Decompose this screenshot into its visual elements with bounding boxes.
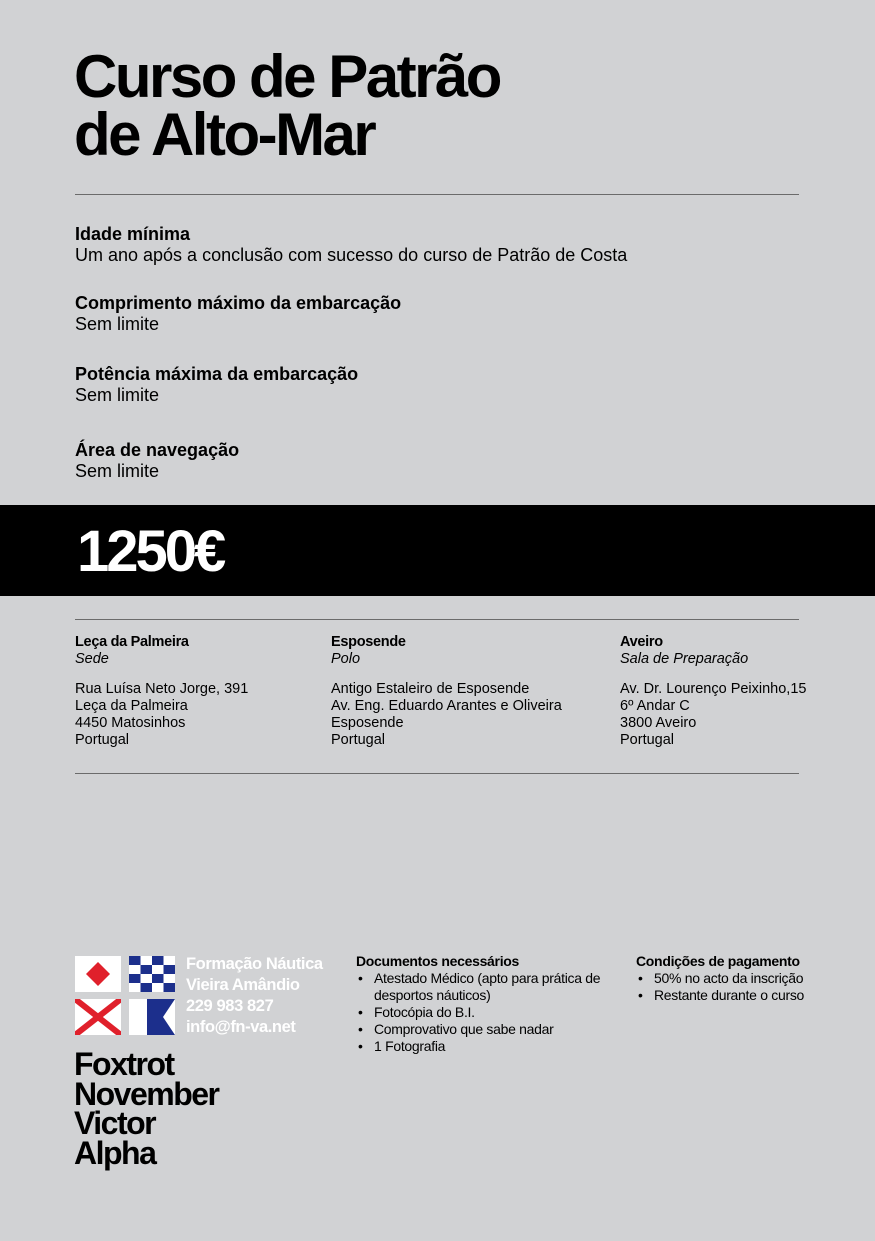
location-name: Aveiro (620, 634, 663, 650)
list-item: • Atestado Médico (apto para prática de desportos náuticos) (356, 970, 606, 1004)
location-esposende (331, 634, 562, 749)
email-link[interactable]: info@fn-va.net (186, 1018, 296, 1036)
slogan-line: Alpha (74, 1134, 156, 1171)
school-name-line2: Vieira Amândio (186, 976, 300, 994)
slogan-line: November (74, 1075, 219, 1112)
divider (75, 194, 799, 195)
spec-navigation-area (75, 440, 239, 482)
location-type: Sala de Preparação (620, 651, 749, 667)
spec-label: Comprimento máximo da embarcação (75, 293, 402, 313)
location-leca-da-palmeira (75, 634, 248, 749)
address-line: 3800 Aveiro (620, 715, 697, 731)
divider (75, 619, 799, 620)
location-aveiro (620, 634, 806, 749)
spec-minimum-age (75, 224, 627, 266)
location-name: Esposende (331, 634, 406, 650)
spec-value: Sem limite (75, 385, 160, 405)
contact-block (186, 954, 323, 1038)
list-item: • Restante durante o curso (636, 987, 836, 1004)
spec-value: Sem limite (75, 461, 160, 481)
course-title (74, 43, 500, 168)
location-type: Sede (75, 651, 109, 667)
list-item: • Fotocópia do B.I. (356, 1004, 606, 1021)
school-name-line1: Formação Náutica (186, 955, 323, 973)
required-documents (356, 953, 606, 1055)
slogan-line: Foxtrot (74, 1046, 174, 1082)
address-line: 6º Andar C (620, 698, 690, 714)
address-line: 4450 Matosinhos (75, 715, 186, 731)
spec-label: Idade mínima (75, 224, 191, 244)
required-documents-list (356, 970, 606, 1055)
address-line: Rua Luísa Neto Jorge, 391 (75, 681, 249, 697)
list-item: • 50% no acto da inscrição (636, 970, 836, 987)
divider (75, 773, 799, 774)
location-name: Leça da Palmeira (75, 634, 189, 650)
payment-conditions-heading: Condições de pagamento (636, 953, 800, 969)
address-line: Portugal (620, 732, 675, 748)
spec-label: Área de navegação (75, 440, 240, 460)
price-band (0, 505, 875, 596)
flag-victor-icon (75, 999, 121, 1035)
address-line: Av. Eng. Eduardo Arantes e Oliveira (331, 698, 562, 714)
slogan (74, 1046, 219, 1171)
spec-label: Potência máxima da embarcação (75, 364, 359, 384)
spec-value: Sem limite (75, 314, 160, 334)
signal-flags (75, 956, 175, 1036)
required-documents-heading: Documentos necessários (356, 953, 520, 969)
address-line: Av. Dr. Lourenço Peixinho,15 (620, 681, 807, 697)
address-line: Esposende (331, 715, 404, 731)
address-line: Leça da Palmeira (75, 698, 188, 714)
spec-max-length (75, 293, 401, 335)
course-title-line1: Curso de Patrão (74, 43, 500, 110)
flag-foxtrot-icon (75, 956, 121, 992)
payment-conditions (636, 953, 836, 1004)
spec-value: Um ano após a conclusão com sucesso do curso de Patrão de Costa (75, 245, 628, 265)
course-title-line2: de Alto-Mar (74, 101, 375, 168)
payment-conditions-list (636, 970, 836, 1004)
list-item: • Comprovativo que sabe nadar (356, 1021, 606, 1038)
price: 1250€ (77, 519, 224, 584)
location-type: Polo (331, 651, 361, 667)
spec-max-power (75, 364, 358, 406)
address-line: Antigo Estaleiro de Esposende (331, 681, 530, 697)
flag-november-icon (129, 956, 175, 992)
address-line: Portugal (75, 732, 130, 748)
list-item: • 1 Fotografia (356, 1038, 606, 1055)
phone-number[interactable]: 229 983 827 (186, 997, 274, 1015)
slogan-line: Victor (74, 1105, 156, 1141)
flag-alpha-icon (129, 999, 175, 1035)
address-line: Portugal (331, 732, 386, 748)
